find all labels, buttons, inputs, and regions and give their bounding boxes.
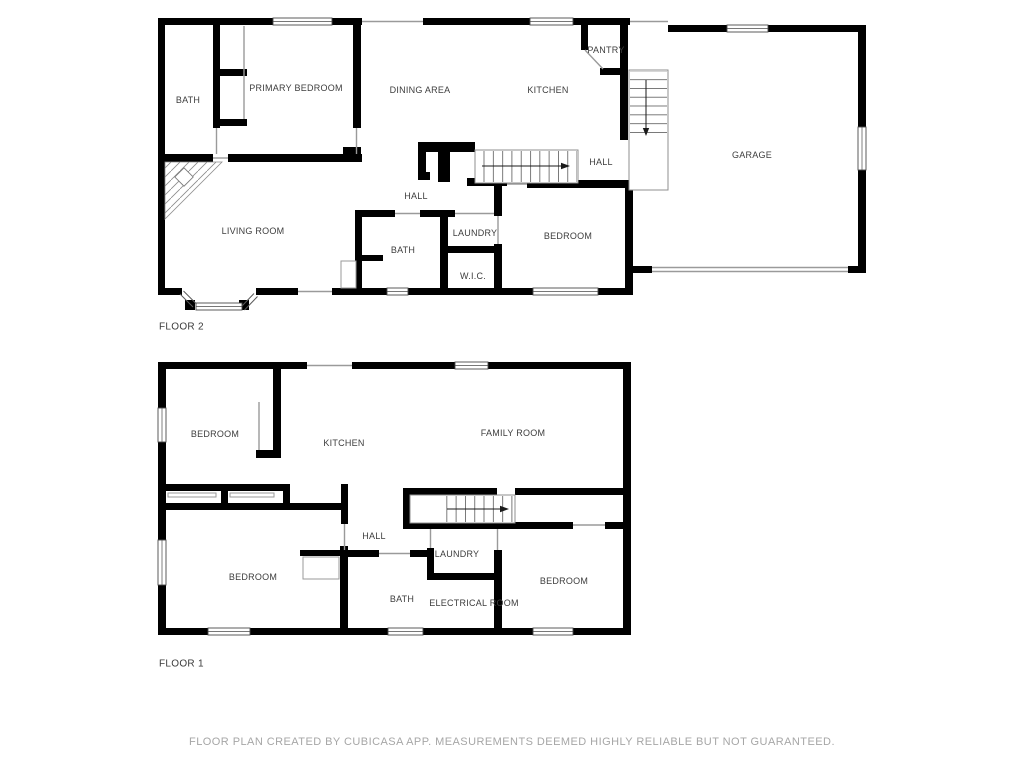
room-label-floor-1-electrical-room: ELECTRICAL ROOM: [429, 598, 519, 608]
floor-label-floor-1: FLOOR 1: [159, 658, 204, 670]
room-label-floor-2-garage: GARAGE: [731, 150, 773, 160]
room-label-floor-2-kitchen: KITCHEN: [527, 85, 569, 95]
staircase-floor2-entry: [629, 70, 668, 190]
room-label-floor-2-hall-center: HALL: [404, 191, 428, 201]
room-label-floor-1-family-room: FAMILY ROOM: [480, 428, 546, 438]
room-label-floor-2-wic: W.I.C.: [460, 271, 486, 281]
fireplace-icon: [165, 162, 222, 219]
room-label-floor-1-bath: BATH: [389, 594, 415, 604]
room-label-floor-2-primary-bedroom: PRIMARY BEDROOM: [249, 83, 343, 93]
room-label-floor-1-hall: HALL: [362, 531, 386, 541]
room-label-floor-2-living-room: LIVING ROOM: [221, 226, 285, 236]
disclaimer-text: FLOOR PLAN CREATED BY CUBICASA APP. MEASUREMENTS DEEMED HIGHLY RELIABLE BUT NOT GUARANTEED.: [189, 736, 835, 748]
room-label-floor-1-bedroom-topleft: BEDROOM: [190, 429, 240, 439]
room-label-floor-2-dining-area: DINING AREA: [389, 85, 451, 95]
room-label-floor-1-laundry: LAUNDRY: [434, 549, 480, 559]
windows: [158, 18, 866, 635]
room-label-floor-1-bedroom-botright: BEDROOM: [539, 576, 589, 586]
room-label-floor-2-bath-lower: BATH: [390, 245, 416, 255]
staircase-floor2-center: [475, 150, 578, 183]
room-label-floor-2-bedroom: BEDROOM: [543, 231, 593, 241]
room-label-floor-2-laundry: LAUNDRY: [452, 228, 498, 238]
room-label-floor-1-bedroom-botleft: BEDROOM: [228, 572, 278, 582]
door-openings: [213, 22, 848, 554]
floor-label-floor-2: FLOOR 2: [159, 321, 204, 333]
room-label-floor-2-pantry: PANTRY: [587, 45, 625, 55]
room-label-floor-1-kitchen: KITCHEN: [323, 438, 365, 448]
room-label-floor-2-bath-upper: BATH: [175, 95, 201, 105]
room-label-floor-2-hall-stairs: HALL: [589, 157, 613, 167]
staircase-floor1: [410, 495, 515, 523]
